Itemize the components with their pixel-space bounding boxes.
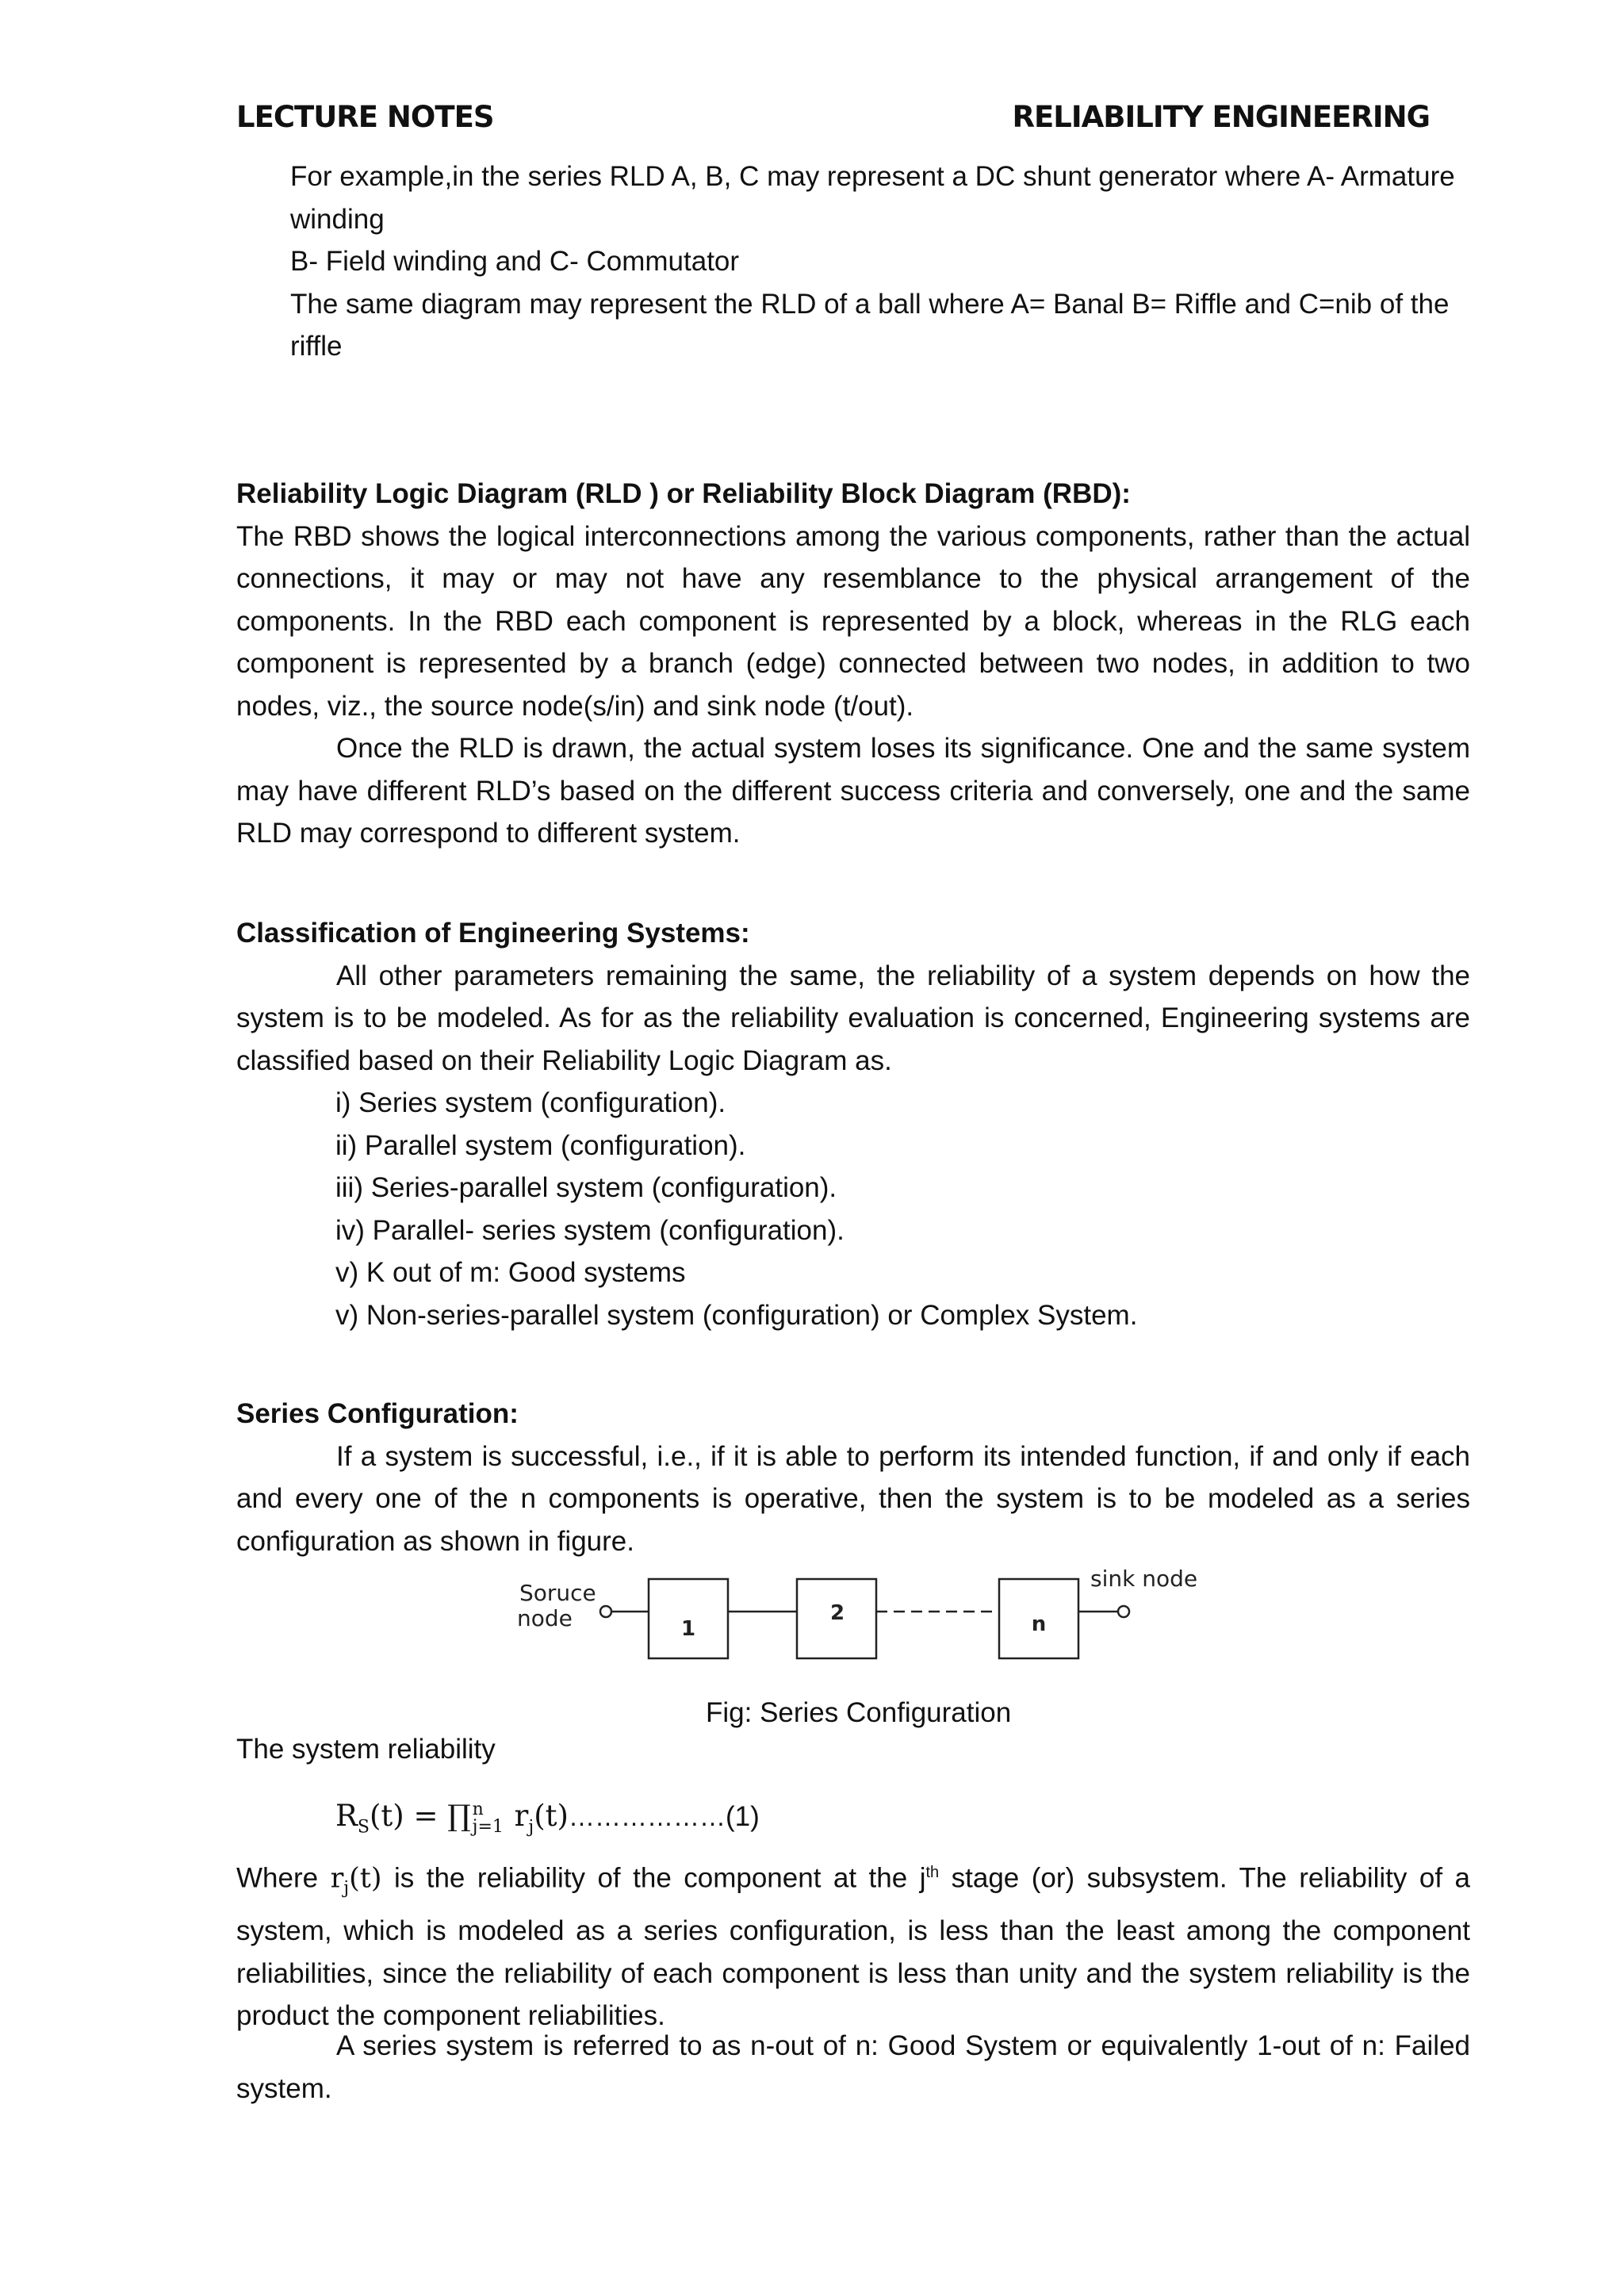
classification-section (236, 912, 1470, 1082)
list-item: v) K out of m: Good systems (335, 1257, 686, 1288)
source-label-line-1: Soruce (519, 1580, 596, 1606)
header-right: RELIABILITY ENGINEERING (1012, 100, 1430, 134)
where-r-sub: j (343, 1878, 350, 1899)
formula-term-arg: (t) (534, 1799, 569, 1833)
formula-lhs: R (335, 1799, 358, 1833)
rld-section (236, 473, 1470, 855)
sink-node (1118, 1606, 1129, 1617)
classification-list (335, 1082, 1446, 1336)
product-limits (473, 1801, 504, 1836)
intro-line: For example,in the series RLD A, B, C may represent a DC shunt generator where A- Armature (290, 161, 1455, 192)
where-r-arg: (t) (349, 1862, 382, 1895)
where-paragraph (236, 1852, 1470, 2037)
intro-line: The same diagram may represent the RLD of a ball where A= Banal B= Riffle and C=nib of the (290, 288, 1450, 320)
where-r: r (330, 1862, 344, 1895)
classification-heading: Classification of Engineering Systems: (236, 918, 750, 949)
system-reliability-label: The system reliability (236, 1734, 496, 1765)
list-item: iii) Series-parallel system (configuration). (335, 1172, 837, 1203)
rld-paragraph-1: The RBD shows the logical interconnections among the various components, rather than the actual connections, it may or may not have any resemblance to the physical arrangement of the components. In the RBD each component is represented by a block, whereas in the RLG each component is represented by a branch (edge) connected between two nodes, in addition to two nodes, viz., the source node(s/in) and sink node (t/out). (236, 520, 1470, 722)
list-item: iv) Parallel- series system (configuration). (335, 1214, 845, 1246)
intro-line: B- Field winding and C- Commutator (290, 246, 740, 277)
product-symbol: ∏ (447, 1799, 471, 1833)
formula-lhs-arg: (t) = (369, 1799, 448, 1833)
header-left: LECTURE NOTES (236, 100, 494, 134)
formula-term-sub: j (528, 1817, 534, 1838)
figure-caption: Fig: Series Configuration (706, 1697, 1012, 1728)
list-item: v) Non-series-parallel system (configuration) or Complex System. (335, 1299, 1138, 1331)
block-n-label: n (1031, 1612, 1047, 1636)
where-start: Where (236, 1862, 331, 1894)
source-node (600, 1606, 611, 1617)
block-2-label: 2 (829, 1601, 845, 1625)
series-section (236, 1393, 1470, 1562)
series-paragraph: If a system is successful, i.e., if it is able to perform its intended function, if and only if each and every one of the n components is operative, then the system is to be modeled as a series configuration as shown in figure. (236, 1440, 1470, 1557)
formula-lhs-sub: S (357, 1817, 370, 1838)
list-item: i) Series system (configuration). (335, 1087, 726, 1118)
sink-label: sink node (1090, 1566, 1198, 1592)
list-item: ii) Parallel system (configuration). (335, 1129, 746, 1161)
formula-term: r (504, 1799, 529, 1833)
where-sup: th (925, 1864, 940, 1881)
final-paragraph: A series system is referred to as n-out of n: Good System or equivalently 1-out of n: Failed system. (236, 2030, 1470, 2104)
rld-heading: Reliability Logic Diagram (RLD ) or Reliability Block Diagram (RBD): (236, 478, 1131, 509)
where-rest: stage (or) subsystem. The reliability of a system, which is modeled as a series configuration, is less than the least among the component reliabilities, since the reliability of each component is less than unity and the system reliability is the product the component reliabilities. (236, 1862, 1470, 2032)
equation-number: (1) (725, 1801, 760, 1832)
reliability-formula (335, 1799, 760, 1837)
series-configuration-diagram (492, 1554, 1205, 1681)
source-label-line-2: node (517, 1605, 573, 1631)
formula-dots: ……………… (568, 1802, 726, 1831)
product-lower: j=1 (472, 1816, 504, 1837)
rld-paragraph-2: Once the RLD is drawn, the actual system loses its significance. One and the same system may have different RLD’s based on the different success criteria and conversely, one and the same RLD may correspond to different system. (236, 733, 1470, 849)
product-upper: n (472, 1799, 484, 1819)
block-1-label: 1 (680, 1617, 696, 1641)
where-mid: is the reliability of the component at the j (381, 1862, 926, 1894)
series-heading: Series Configuration: (236, 1398, 519, 1429)
intro-line: winding (290, 203, 385, 235)
intro-example (290, 155, 1470, 368)
intro-line: riffle (290, 331, 343, 362)
classification-paragraph: All other parameters remaining the same, the reliability of a system depends on how the system is to be modeled. As for as the reliability evaluation is concerned, Engineering systems are classified based on their Reliability Logic Diagram as. (236, 960, 1470, 1076)
